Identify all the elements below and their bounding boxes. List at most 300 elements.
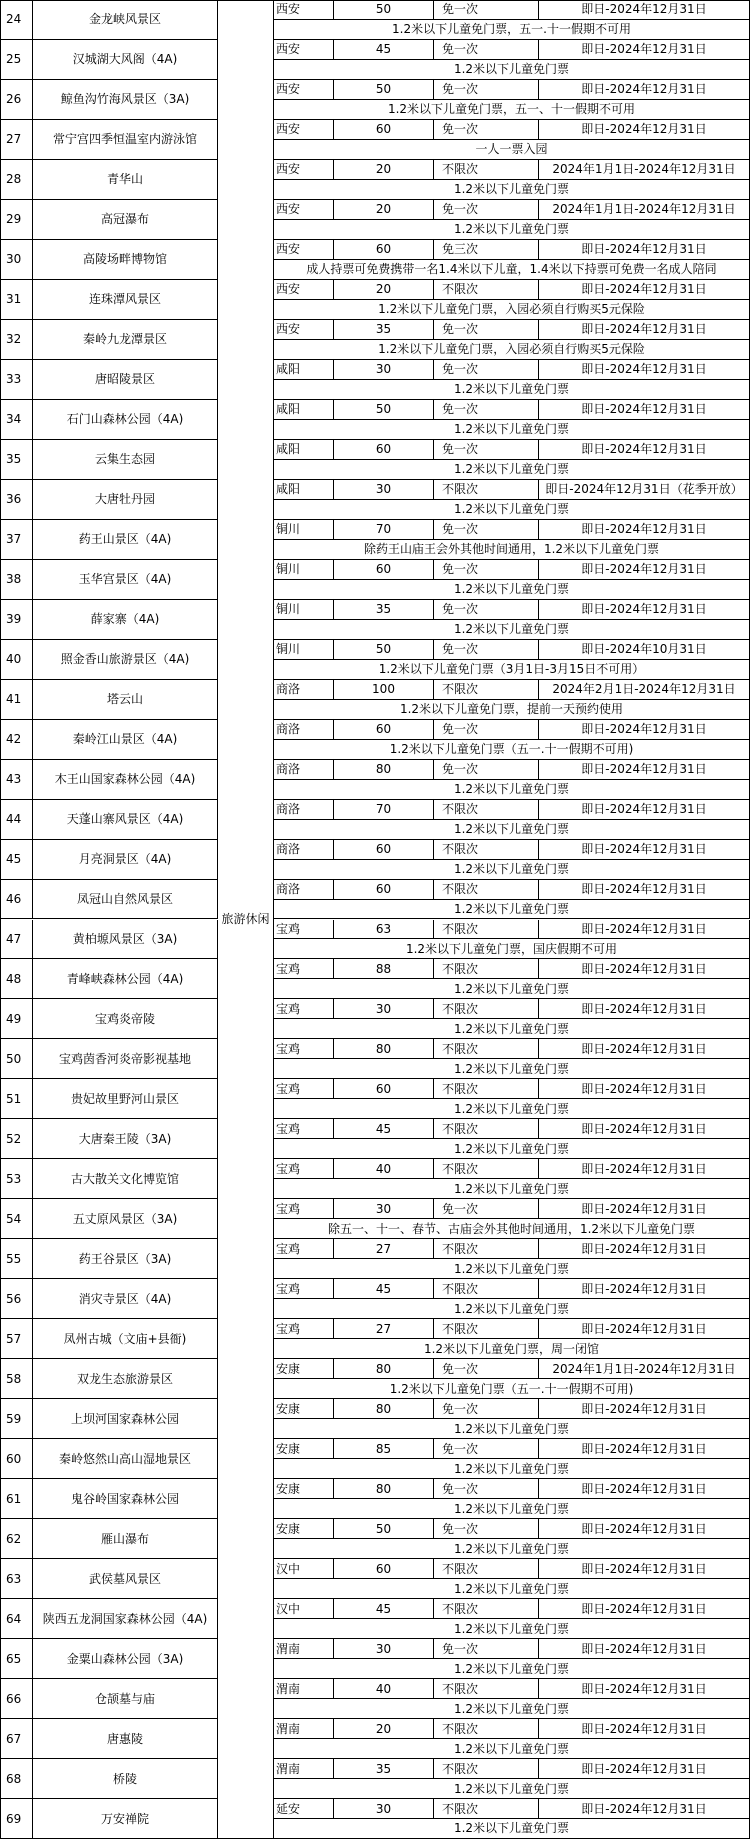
scenic-spot-name: 宝鸡茵香河炎帝影视基地 (33, 1039, 218, 1079)
usage-rule-cell: 免一次 (434, 600, 539, 620)
price-cell: 70 (334, 520, 434, 540)
usage-rule-cell: 不限次 (434, 1599, 539, 1619)
price-cell: 60 (334, 720, 434, 740)
row-number: 65 (0, 1639, 33, 1679)
scenic-spot-name: 凤州古城（文庙+县衙) (33, 1319, 218, 1359)
remark-cell: 1.2米以下儿童免门票 (274, 60, 750, 80)
valid-period-cell: 即日-2024年12月31日 (539, 1399, 750, 1419)
row-number: 60 (0, 1439, 33, 1479)
scenic-spot-name: 汉城湖大风阁（4A) (33, 40, 218, 80)
row-number: 27 (0, 120, 33, 160)
scenic-spot-name: 药王谷景区（3A) (33, 1239, 218, 1279)
city-cell: 安康 (274, 1479, 334, 1499)
scenic-spot-name: 大唐牡丹园 (33, 480, 218, 520)
price-cell: 20 (334, 280, 434, 300)
city-cell: 西安 (274, 200, 334, 220)
city-cell: 宝鸡 (274, 1239, 334, 1259)
city-cell: 渭南 (274, 1639, 334, 1659)
row-number: 31 (0, 280, 33, 320)
valid-period-cell: 2024年1月1日-2024年12月31日 (539, 160, 750, 180)
valid-period-cell: 即日-2024年12月31日 (539, 320, 750, 340)
price-cell: 30 (334, 1639, 434, 1659)
remark-cell: 除药王山庙王会外其他时间通用，1.2米以下儿童免门票 (274, 540, 750, 560)
scenic-spot-name: 金龙峡风景区 (33, 0, 218, 40)
valid-period-cell: 即日-2024年12月31日 (539, 440, 750, 460)
remark-cell: 1.2米以下儿童免门票 (274, 900, 750, 920)
city-cell: 西安 (274, 160, 334, 180)
valid-period-cell: 即日-2024年12月31日 (539, 1599, 750, 1619)
scenic-spot-name: 仓颉墓与庙 (33, 1679, 218, 1719)
valid-period-cell: 即日-2024年12月31日 (539, 1519, 750, 1539)
remark-cell: 1.2米以下儿童免门票 (274, 820, 750, 840)
scenic-spot-name: 药王山景区（4A) (33, 520, 218, 560)
scenic-spot-name: 秦岭九龙潭景区 (33, 320, 218, 360)
price-cell: 50 (334, 640, 434, 660)
row-number: 40 (0, 640, 33, 680)
row-number: 51 (0, 1079, 33, 1119)
remark-cell: 1.2米以下儿童免门票 (274, 1499, 750, 1519)
row-number: 61 (0, 1479, 33, 1519)
valid-period-cell: 即日-2024年12月31日 (539, 1439, 750, 1459)
remark-cell: 1.2米以下儿童免门票 (274, 1459, 750, 1479)
price-cell: 88 (334, 959, 434, 979)
remark-cell: 1.2米以下儿童免门票 (274, 1139, 750, 1159)
remark-cell: 1.2米以下儿童免门票，五一、十一假期不可用 (274, 100, 750, 120)
city-cell: 铜川 (274, 600, 334, 620)
city-cell: 铜川 (274, 560, 334, 580)
remark-cell: 1.2米以下儿童免门票 (274, 860, 750, 880)
usage-rule-cell: 免一次 (434, 1519, 539, 1539)
price-cell: 50 (334, 1519, 434, 1539)
usage-rule-cell: 免一次 (434, 1479, 539, 1499)
price-cell: 60 (334, 840, 434, 860)
city-cell: 安康 (274, 1519, 334, 1539)
usage-rule-cell: 不限次 (434, 1559, 539, 1579)
valid-period-cell: 即日-2024年12月31日 (539, 1799, 750, 1819)
city-cell: 商洛 (274, 760, 334, 780)
city-cell: 西安 (274, 280, 334, 300)
scenic-spot-name: 贵妃故里野河山景区 (33, 1079, 218, 1119)
remark-cell: 1.2米以下儿童免门票 (274, 1259, 750, 1279)
usage-rule-cell: 不限次 (434, 1679, 539, 1699)
usage-rule-cell: 不限次 (434, 1759, 539, 1779)
scenic-spot-name: 秦岭悠然山高山湿地景区 (33, 1439, 218, 1479)
remark-cell: 1.2米以下儿童免门票 (274, 420, 750, 440)
scenic-spot-name: 天蓬山寨风景区（4A) (33, 800, 218, 840)
price-cell: 45 (334, 40, 434, 60)
scenic-spot-name: 桥陵 (33, 1759, 218, 1799)
row-number: 54 (0, 1199, 33, 1239)
price-cell: 20 (334, 200, 434, 220)
price-cell: 35 (334, 1759, 434, 1779)
usage-rule-cell: 不限次 (434, 1119, 539, 1139)
city-cell: 咸阳 (274, 480, 334, 500)
price-cell: 45 (334, 1279, 434, 1299)
remark-cell: 1.2米以下儿童免门票 (274, 1059, 750, 1079)
valid-period-cell: 即日-2024年12月31日 (539, 80, 750, 100)
remark-cell: 1.2米以下儿童免门票 (274, 1419, 750, 1439)
price-cell: 70 (334, 800, 434, 820)
price-cell: 40 (334, 1159, 434, 1179)
row-number: 64 (0, 1599, 33, 1639)
valid-period-cell: 2024年1月1日-2024年12月31日 (539, 200, 750, 220)
row-number: 34 (0, 400, 33, 440)
city-cell: 铜川 (274, 640, 334, 660)
valid-period-cell: 即日-2024年12月31日 (539, 1719, 750, 1739)
valid-period-cell: 即日-2024年12月31日 (539, 520, 750, 540)
usage-rule-cell: 不限次 (434, 1239, 539, 1259)
price-cell: 30 (334, 1199, 434, 1219)
usage-rule-cell: 免一次 (434, 1199, 539, 1219)
price-cell: 60 (334, 240, 434, 260)
usage-rule-cell: 免一次 (434, 400, 539, 420)
price-cell: 60 (334, 560, 434, 580)
city-cell: 咸阳 (274, 400, 334, 420)
valid-period-cell: 2024年1月1日-2024年12月31日 (539, 1359, 750, 1379)
scenic-spot-name: 唐昭陵景区 (33, 360, 218, 400)
scenic-spot-name: 高陵场畔博物馆 (33, 240, 218, 280)
row-number: 55 (0, 1239, 33, 1279)
price-cell: 30 (334, 480, 434, 500)
row-number: 24 (0, 0, 33, 40)
usage-rule-cell: 不限次 (434, 800, 539, 820)
price-cell: 45 (334, 1119, 434, 1139)
row-number: 42 (0, 720, 33, 760)
usage-rule-cell: 免一次 (434, 560, 539, 580)
usage-rule-cell: 免一次 (434, 1439, 539, 1459)
usage-rule-cell: 不限次 (434, 1159, 539, 1179)
usage-rule-cell: 不限次 (434, 1319, 539, 1339)
remark-cell: 1.2米以下儿童免门票 (274, 1619, 750, 1639)
usage-rule-cell: 不限次 (434, 480, 539, 500)
city-cell: 宝鸡 (274, 1039, 334, 1059)
remark-cell: 1.2米以下儿童免门票，国庆假期不可用 (274, 939, 750, 959)
price-cell: 60 (334, 1079, 434, 1099)
price-cell: 80 (334, 1039, 434, 1059)
usage-rule-cell: 不限次 (434, 1079, 539, 1099)
scenic-spot-name: 宝鸡炎帝陵 (33, 999, 218, 1039)
city-cell: 西安 (274, 320, 334, 340)
valid-period-cell: 即日-2024年12月31日 (539, 1319, 750, 1339)
remark-cell: 1.2米以下儿童免门票 (274, 1299, 750, 1319)
usage-rule-cell: 不限次 (434, 840, 539, 860)
city-cell: 宝鸡 (274, 1199, 334, 1219)
valid-period-cell: 即日-2024年12月31日 (539, 240, 750, 260)
row-number: 53 (0, 1159, 33, 1199)
usage-rule-cell: 免一次 (434, 440, 539, 460)
remark-cell: 1.2米以下儿童免门票，周一闭馆 (274, 1339, 750, 1359)
row-number: 44 (0, 800, 33, 840)
scenic-spot-name: 上坝河国家森林公园 (33, 1399, 218, 1439)
city-cell: 宝鸡 (274, 1079, 334, 1099)
row-number: 47 (0, 920, 33, 960)
remark-cell: 1.2米以下儿童免门票 (274, 1659, 750, 1679)
row-number: 52 (0, 1119, 33, 1159)
valid-period-cell: 即日-2024年12月31日 (539, 800, 750, 820)
usage-rule-cell: 免一次 (434, 120, 539, 140)
row-number: 38 (0, 560, 33, 600)
valid-period-cell: 即日-2024年12月31日 (539, 1679, 750, 1699)
scenic-spot-name: 月亮洞景区（4A) (33, 840, 218, 880)
city-cell: 西安 (274, 0, 334, 20)
row-number: 43 (0, 760, 33, 800)
city-cell: 西安 (274, 80, 334, 100)
valid-period-cell: 即日-2024年12月31日 (539, 1039, 750, 1059)
row-number: 26 (0, 80, 33, 120)
remark-cell: 1.2米以下儿童免门票 (274, 1019, 750, 1039)
remark-cell: 1.2米以下儿童免门票 (274, 180, 750, 200)
usage-rule-cell: 不限次 (434, 160, 539, 180)
city-cell: 宝鸡 (274, 1119, 334, 1139)
remark-cell: 1.2米以下儿童免门票 (274, 500, 750, 520)
scenic-spot-name: 双龙生态旅游景区 (33, 1359, 218, 1399)
price-cell: 63 (334, 920, 434, 940)
usage-rule-cell: 不限次 (434, 880, 539, 900)
scenic-spot-name: 鬼谷岭国家森林公园 (33, 1479, 218, 1519)
remark-cell: 1.2米以下儿童免门票 (274, 1579, 750, 1599)
usage-rule-cell: 免一次 (434, 0, 539, 20)
usage-rule-cell: 免一次 (434, 40, 539, 60)
scenic-spot-name: 石门山森林公园（4A) (33, 400, 218, 440)
valid-period-cell: 即日-2024年12月31日 (539, 1199, 750, 1219)
price-cell: 20 (334, 1719, 434, 1739)
price-cell: 30 (334, 360, 434, 380)
valid-period-cell: 2024年2月1日-2024年12月31日 (539, 680, 750, 700)
remark-cell: 1.2米以下儿童免门票 (274, 1539, 750, 1559)
valid-period-cell: 即日-2024年12月31日 (539, 1239, 750, 1259)
remark-cell: 1.2米以下儿童免门票 (274, 220, 750, 240)
city-cell: 西安 (274, 40, 334, 60)
row-number: 68 (0, 1759, 33, 1799)
scenic-spot-name: 大唐秦王陵（3A) (33, 1119, 218, 1159)
usage-rule-cell: 免一次 (434, 80, 539, 100)
price-cell: 60 (334, 120, 434, 140)
scenic-spot-name: 消灾寺景区（4A) (33, 1279, 218, 1319)
category-cell: 旅游休闲 (218, 0, 274, 1839)
scenic-spot-name: 云集生态园 (33, 440, 218, 480)
row-number: 66 (0, 1679, 33, 1719)
valid-period-cell: 即日-2024年12月31日 (539, 600, 750, 620)
scenic-spot-name: 连珠潭风景区 (33, 280, 218, 320)
row-number: 39 (0, 600, 33, 640)
usage-rule-cell: 免一次 (434, 1399, 539, 1419)
row-number: 62 (0, 1519, 33, 1559)
city-cell: 延安 (274, 1799, 334, 1819)
row-number: 57 (0, 1319, 33, 1359)
row-number: 69 (0, 1799, 33, 1839)
row-number: 67 (0, 1719, 33, 1759)
remark-cell: 1.2米以下儿童免门票，入园必须自行购买5元保险 (274, 300, 750, 320)
scenic-spot-name: 秦岭江山景区（4A) (33, 720, 218, 760)
price-cell: 30 (334, 999, 434, 1019)
valid-period-cell: 即日-2024年12月31日 (539, 560, 750, 580)
city-cell: 汉中 (274, 1599, 334, 1619)
row-number: 28 (0, 160, 33, 200)
city-cell: 商洛 (274, 720, 334, 740)
city-cell: 宝鸡 (274, 1159, 334, 1179)
scenic-spot-name: 青华山 (33, 160, 218, 200)
price-cell: 50 (334, 0, 434, 20)
scenic-spot-name: 常宁宫四季恒温室内游泳馆 (33, 120, 218, 160)
city-cell: 商洛 (274, 800, 334, 820)
usage-rule-cell: 免一次 (434, 720, 539, 740)
scenic-spot-name: 凤冠山自然风景区 (33, 880, 218, 920)
row-number: 58 (0, 1359, 33, 1399)
city-cell: 宝鸡 (274, 1279, 334, 1299)
scenic-spot-name: 陕西五龙洞国家森林公园（4A) (33, 1599, 218, 1639)
row-number: 45 (0, 840, 33, 880)
row-number: 33 (0, 360, 33, 400)
price-cell: 80 (334, 1479, 434, 1499)
remark-cell: 1.2米以下儿童免门票，入园必须自行购买5元保险 (274, 340, 750, 360)
remark-cell: 1.2米以下儿童免门票 (274, 380, 750, 400)
price-cell: 40 (334, 1679, 434, 1699)
remark-cell: 1.2米以下儿童免门票 (274, 780, 750, 800)
usage-rule-cell: 免一次 (434, 760, 539, 780)
city-cell: 咸阳 (274, 360, 334, 380)
usage-rule-cell: 不限次 (434, 280, 539, 300)
remark-cell: 1.2米以下儿童免门票 (274, 1179, 750, 1199)
city-cell: 渭南 (274, 1719, 334, 1739)
remark-cell: 1.2米以下儿童免门票 (274, 460, 750, 480)
row-number: 56 (0, 1279, 33, 1319)
row-number: 46 (0, 880, 33, 920)
scenic-spot-name: 五丈原风景区（3A) (33, 1199, 218, 1239)
remark-cell: 除五一、十一、春节、古庙会外其他时间通用，1.2米以下儿童免门票 (274, 1219, 750, 1239)
price-cell: 60 (334, 440, 434, 460)
scenic-spot-name: 黄柏塬风景区（3A) (33, 920, 218, 960)
price-cell: 30 (334, 1799, 434, 1819)
remark-cell: 成人持票可免费携带一名1.4米以下儿童，1.4米以下持票可免费一名成人陪同 (274, 260, 750, 280)
usage-rule-cell: 免一次 (434, 640, 539, 660)
remark-cell: 1.2米以下儿童免门票 (274, 1779, 750, 1799)
valid-period-cell: 即日-2024年12月31日 (539, 400, 750, 420)
valid-period-cell: 即日-2024年12月31日 (539, 1639, 750, 1659)
usage-rule-cell: 免一次 (434, 1639, 539, 1659)
city-cell: 宝鸡 (274, 920, 334, 940)
price-cell: 45 (334, 1599, 434, 1619)
valid-period-cell: 即日-2024年12月31日 (539, 280, 750, 300)
usage-rule-cell: 不限次 (434, 680, 539, 700)
price-cell: 100 (334, 680, 434, 700)
usage-rule-cell: 不限次 (434, 1719, 539, 1739)
valid-period-cell: 即日-2024年12月31日 (539, 1159, 750, 1179)
valid-period-cell: 即日-2024年12月31日 (539, 120, 750, 140)
remark-cell: 1.2米以下儿童免门票 (274, 620, 750, 640)
scenic-spot-name: 青峰峡森林公园（4A) (33, 959, 218, 999)
city-cell: 渭南 (274, 1759, 334, 1779)
remark-cell: 1.2米以下儿童免门票（五一.十一假期不可用) (274, 740, 750, 760)
scenic-spot-name: 武侯墓风景区 (33, 1559, 218, 1599)
valid-period-cell: 即日-2024年12月31日 (539, 360, 750, 380)
city-cell: 铜川 (274, 520, 334, 540)
city-cell: 宝鸡 (274, 959, 334, 979)
scenic-spot-name: 高冠瀑布 (33, 200, 218, 240)
price-cell: 80 (334, 1359, 434, 1379)
scenic-spot-name: 照金香山旅游景区（4A) (33, 640, 218, 680)
valid-period-cell: 即日-2024年12月31日 (539, 760, 750, 780)
row-number: 37 (0, 520, 33, 560)
city-cell: 渭南 (274, 1679, 334, 1699)
remark-cell: 1.2米以下儿童免门票（五一.十一假期不可用) (274, 1379, 750, 1399)
city-cell: 商洛 (274, 880, 334, 900)
usage-rule-cell: 不限次 (434, 1279, 539, 1299)
scenic-spot-name: 雁山瀑布 (33, 1519, 218, 1559)
price-cell: 85 (334, 1439, 434, 1459)
row-number: 49 (0, 999, 33, 1039)
row-number: 59 (0, 1399, 33, 1439)
city-cell: 宝鸡 (274, 1319, 334, 1339)
valid-period-cell: 即日-2024年12月31日 (539, 1119, 750, 1139)
city-cell: 安康 (274, 1439, 334, 1459)
valid-period-cell: 即日-2024年12月31日 (539, 1479, 750, 1499)
scenic-spot-name: 塔云山 (33, 680, 218, 720)
scenic-spot-name: 玉华宫景区（4A) (33, 560, 218, 600)
row-number: 50 (0, 1039, 33, 1079)
usage-rule-cell: 免一次 (434, 360, 539, 380)
price-cell: 60 (334, 880, 434, 900)
valid-period-cell: 即日-2024年12月31日 (539, 1759, 750, 1779)
remark-cell: 1.2米以下儿童免门票 (274, 580, 750, 600)
usage-rule-cell: 不限次 (434, 920, 539, 940)
valid-period-cell: 即日-2024年12月31日 (539, 959, 750, 979)
usage-rule-cell: 免一次 (434, 520, 539, 540)
city-cell: 宝鸡 (274, 999, 334, 1019)
scenic-spot-name: 鲸鱼沟竹海风景区（3A) (33, 80, 218, 120)
price-cell: 60 (334, 1559, 434, 1579)
valid-period-cell: 即日-2024年12月31日 (539, 1279, 750, 1299)
city-cell: 汉中 (274, 1559, 334, 1579)
remark-cell: 1.2米以下儿童免门票 (274, 1699, 750, 1719)
price-cell: 35 (334, 600, 434, 620)
row-number: 35 (0, 440, 33, 480)
usage-rule-cell: 不限次 (434, 999, 539, 1019)
usage-rule-cell: 免一次 (434, 200, 539, 220)
remark-cell: 1.2米以下儿童免门票（3月1日-3月15日不可用） (274, 660, 750, 680)
usage-rule-cell: 免一次 (434, 1359, 539, 1379)
price-cell: 35 (334, 320, 434, 340)
scenic-spot-name: 古大散关文化博览馆 (33, 1159, 218, 1199)
usage-rule-cell: 不限次 (434, 1799, 539, 1819)
scenic-spot-name: 薛家寨（4A) (33, 600, 218, 640)
city-cell: 商洛 (274, 680, 334, 700)
row-number: 30 (0, 240, 33, 280)
city-cell: 安康 (274, 1359, 334, 1379)
valid-period-cell: 即日-2024年10月31日 (539, 640, 750, 660)
remark-cell: 1.2米以下儿童免门票 (274, 1099, 750, 1119)
valid-period-cell: 即日-2024年12月31日 (539, 720, 750, 740)
remark-cell: 1.2米以下儿童免门票 (274, 979, 750, 999)
valid-period-cell: 即日-2024年12月31日 (539, 840, 750, 860)
row-number: 36 (0, 480, 33, 520)
row-number: 41 (0, 680, 33, 720)
scenic-spot-name: 木王山国家森林公园（4A) (33, 760, 218, 800)
scenic-spot-name: 万安禅院 (33, 1799, 218, 1839)
city-cell: 咸阳 (274, 440, 334, 460)
usage-rule-cell: 免三次 (434, 240, 539, 260)
remark-cell: 1.2米以下儿童免门票，五一.十一假期不可用 (274, 20, 750, 40)
price-cell: 80 (334, 1399, 434, 1419)
row-number: 25 (0, 40, 33, 80)
price-cell: 20 (334, 160, 434, 180)
usage-rule-cell: 免一次 (434, 320, 539, 340)
valid-period-cell: 即日-2024年12月31日 (539, 40, 750, 60)
city-cell: 西安 (274, 240, 334, 260)
row-number: 29 (0, 200, 33, 240)
city-cell: 安康 (274, 1399, 334, 1419)
remark-cell: 1.2米以下儿童免门票，提前一天预约使用 (274, 700, 750, 720)
remark-cell: 一人一票入园 (274, 140, 750, 160)
